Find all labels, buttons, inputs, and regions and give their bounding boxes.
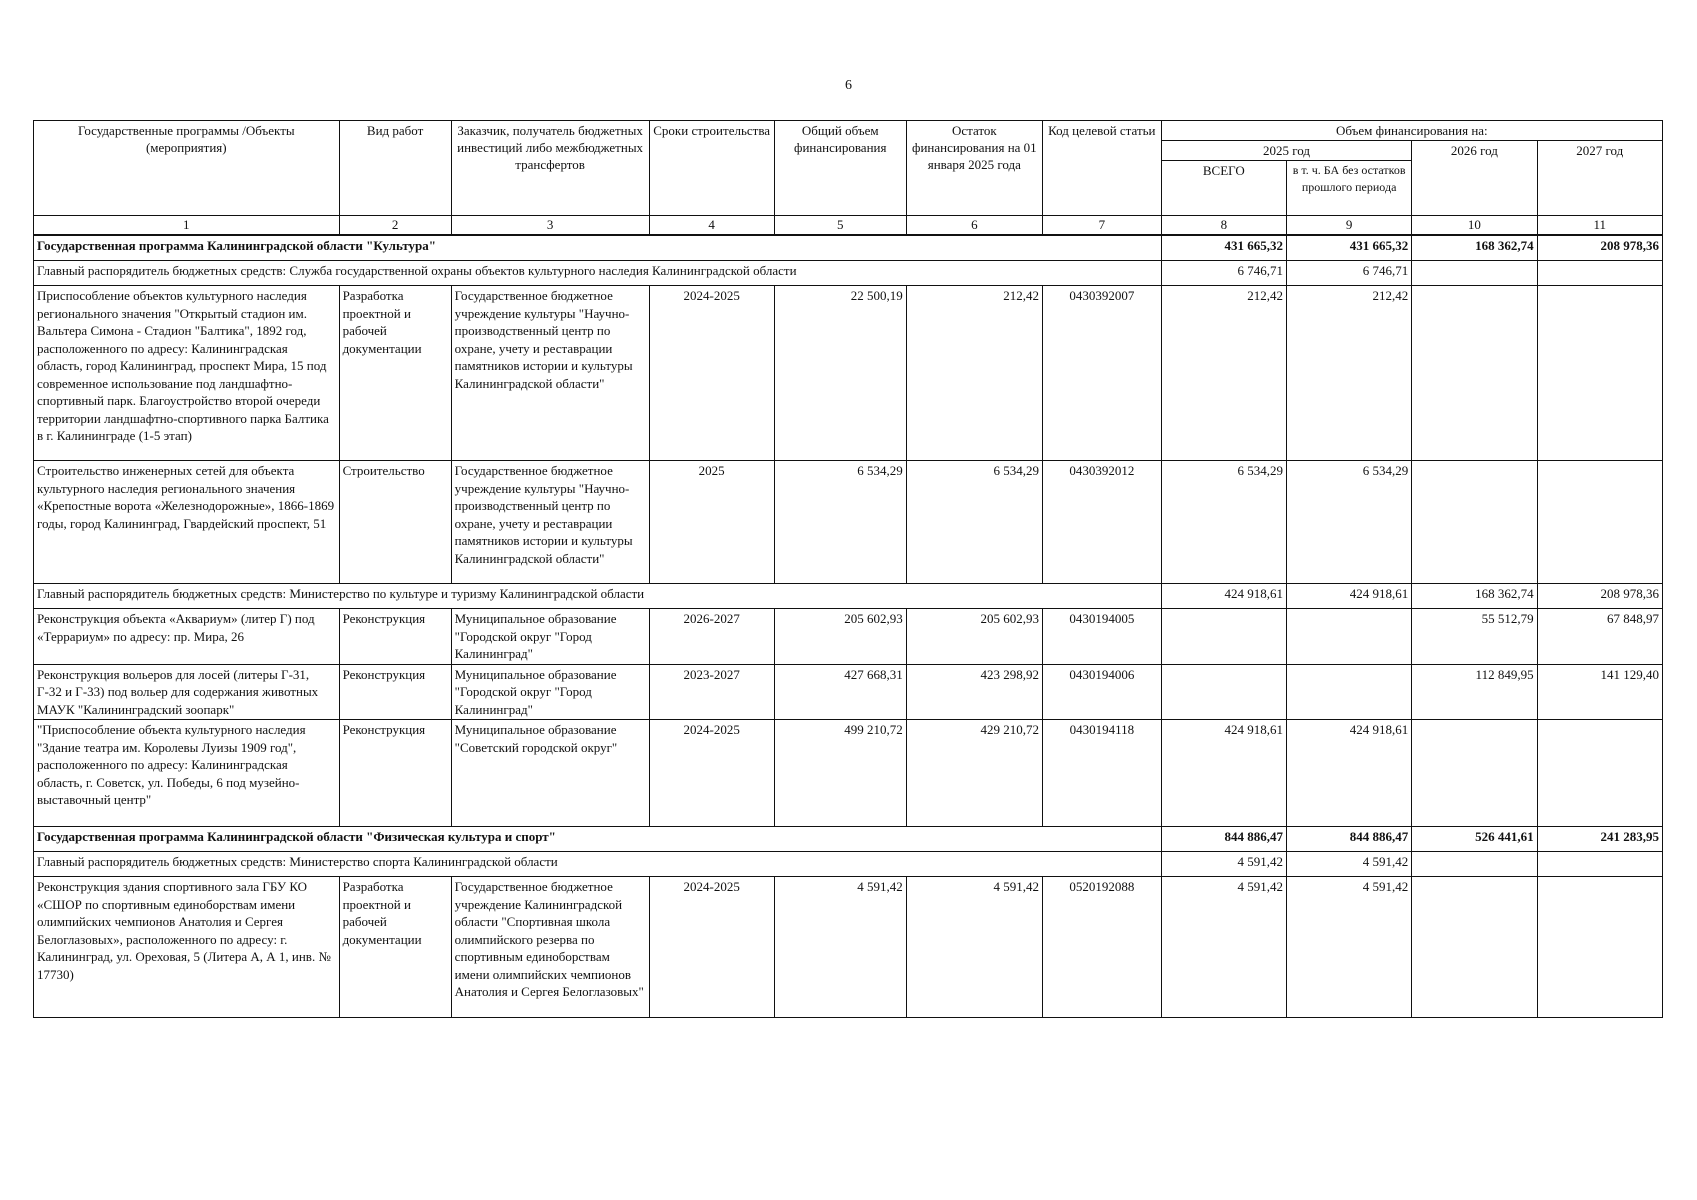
target-code: 0430194005 — [1042, 609, 1161, 665]
object-name: Строительство инженерных сетей для объекта культурного наследия регионального значения «Крепостные ворота «Железнодорожные», 1866-1869 годы, город Калининград, Гвардейский проспект, 51 — [34, 461, 340, 584]
value-2025-ba — [1286, 664, 1411, 720]
value-2025-ba: 844 886,47 — [1286, 827, 1411, 852]
value-2026 — [1412, 877, 1537, 1018]
col-number: 1 — [34, 216, 340, 236]
value-2025-ba: 431 665,32 — [1286, 235, 1411, 261]
investment-table — [33, 120, 1663, 1018]
value-2026: 55 512,79 — [1412, 609, 1537, 665]
customer: Муниципальное образование "Городской округ "Город Калининград" — [451, 609, 649, 665]
col-number: 11 — [1537, 216, 1662, 236]
period: 2023-2027 — [649, 664, 774, 720]
header-remaining: Остаток финансирования на 01 января 2025 года — [906, 121, 1042, 216]
customer: Муниципальное образование "Городской округ "Город Калининград" — [451, 664, 649, 720]
header-funding: Объем финансирования на: — [1161, 121, 1662, 141]
customer: Государственное бюджетное учреждение культуры "Научно-производственный центр по охране, учету и реставрации памятников истории и культуры Калининградской области" — [451, 286, 649, 461]
value-2025-total: 431 665,32 — [1161, 235, 1286, 261]
remaining-financing: 4 591,42 — [906, 877, 1042, 1018]
value-2025-ba — [1286, 609, 1411, 665]
value-2025-total: 6 534,29 — [1161, 461, 1286, 584]
administrator-title: Главный распорядитель бюджетных средств: Служба государственной охраны объектов культурного наследия Калининградской области — [34, 261, 1162, 286]
administrator-row — [34, 852, 1663, 877]
value-2025-total: 424 918,61 — [1161, 720, 1286, 827]
object-row — [34, 609, 1663, 665]
total-financing: 499 210,72 — [774, 720, 906, 827]
value-2027 — [1537, 877, 1662, 1018]
target-code: 0430194118 — [1042, 720, 1161, 827]
administrator-title: Главный распорядитель бюджетных средств: Министерство спорта Калининградской области — [34, 852, 1162, 877]
customer: Государственное бюджетное учреждение Калининградской области "Спортивная школа олимпийского резерва по спортивным единоборствам имени олимпийских чемпионов Анатолия и Сергея Белоглазовых" — [451, 877, 649, 1018]
value-2027: 241 283,95 — [1537, 827, 1662, 852]
value-2026 — [1412, 461, 1537, 584]
value-2027: 67 848,97 — [1537, 609, 1662, 665]
total-financing: 22 500,19 — [774, 286, 906, 461]
value-2025-total — [1161, 609, 1286, 665]
header-2025: 2025 год — [1161, 141, 1412, 161]
value-2026: 168 362,74 — [1412, 584, 1537, 609]
value-2025-total: 4 591,42 — [1161, 877, 1286, 1018]
object-name: Реконструкция вольеров для лосей (литеры Г-31, Г-32 и Г-33) под вольер для содержания животных МАУК "Калининградский зоопарк" — [34, 664, 340, 720]
value-2025-ba: 424 918,61 — [1286, 584, 1411, 609]
header-customer: Заказчик, получатель бюджетных инвестиций либо межбюджетных трансфертов — [451, 121, 649, 216]
value-2025-total: 212,42 — [1161, 286, 1286, 461]
value-2026 — [1412, 852, 1537, 877]
value-2025-total — [1161, 664, 1286, 720]
col-number: 6 — [906, 216, 1042, 236]
target-code: 0430392012 — [1042, 461, 1161, 584]
customer: Государственное бюджетное учреждение культуры "Научно-производственный центр по охране, учету и реставрации памятников истории и культуры Калининградской области" — [451, 461, 649, 584]
target-code: 0430194006 — [1042, 664, 1161, 720]
remaining-financing: 429 210,72 — [906, 720, 1042, 827]
value-2025-total: 424 918,61 — [1161, 584, 1286, 609]
object-name: Приспособление объектов культурного наследия регионального значения "Открытый стадион им. Вальтера Симона - Стадион "Балтика", 1892 год, расположенного по адресу: Калининградская область, город Калининград, проспект Мира, 15 под современное использование под ландшафтно-спортивный парк. Благоустройство второй очереди территории ландшафтно-спортивного парка Балтика в г. Калининграде (1-5 этап) — [34, 286, 340, 461]
header-incl-ba: в т. ч. БА без остатков прошлого периода — [1286, 161, 1411, 216]
value-2027: 208 978,36 — [1537, 235, 1662, 261]
work-type: Реконструкция — [339, 720, 451, 827]
value-2025-ba: 6 534,29 — [1286, 461, 1411, 584]
target-code: 0430392007 — [1042, 286, 1161, 461]
header-work-type: Вид работ — [339, 121, 451, 216]
value-2027 — [1537, 286, 1662, 461]
target-code: 0520192088 — [1042, 877, 1161, 1018]
value-2027 — [1537, 852, 1662, 877]
header-2027: 2027 год — [1537, 141, 1662, 216]
col-number: 8 — [1161, 216, 1286, 236]
remaining-financing: 423 298,92 — [906, 664, 1042, 720]
period: 2024-2025 — [649, 877, 774, 1018]
customer: Муниципальное образование "Советский городской округ" — [451, 720, 649, 827]
total-financing: 205 602,93 — [774, 609, 906, 665]
work-type: Реконструкция — [339, 664, 451, 720]
object-name: "Приспособление объекта культурного наследия "Здание театра им. Королевы Луизы 1909 год", расположенного по адресу: Калининградская область, г. Советск, ул. Победы, 6 под музейно-выставочный центр" — [34, 720, 340, 827]
page-number: 6 — [845, 78, 852, 93]
col-number: 3 — [451, 216, 649, 236]
object-name: Реконструкция объекта «Аквариум» (литер Г) под «Террариум» по адресу: пр. Мира, 26 — [34, 609, 340, 665]
value-2027: 208 978,36 — [1537, 584, 1662, 609]
object-row — [34, 877, 1663, 1018]
work-type: Разработка проектной и рабочей документации — [339, 286, 451, 461]
col-number: 7 — [1042, 216, 1161, 236]
administrator-row — [34, 261, 1663, 286]
value-2025-total: 6 746,71 — [1161, 261, 1286, 286]
period: 2026-2027 — [649, 609, 774, 665]
object-row — [34, 720, 1663, 827]
remaining-financing: 205 602,93 — [906, 609, 1042, 665]
object-row — [34, 286, 1663, 461]
col-number: 5 — [774, 216, 906, 236]
work-type: Строительство — [339, 461, 451, 584]
value-2027: 141 129,40 — [1537, 664, 1662, 720]
period: 2024-2025 — [649, 720, 774, 827]
header-total: ВСЕГО — [1161, 161, 1286, 216]
value-2025-total: 844 886,47 — [1161, 827, 1286, 852]
value-2027 — [1537, 261, 1662, 286]
header-code: Код целевой статьи — [1042, 121, 1161, 216]
value-2026 — [1412, 286, 1537, 461]
header-programs: Государственные программы /Объекты (мероприятия) — [34, 121, 340, 216]
period: 2024-2025 — [649, 286, 774, 461]
object-row — [34, 461, 1663, 584]
value-2027 — [1537, 461, 1662, 584]
value-2025-total: 4 591,42 — [1161, 852, 1286, 877]
value-2027 — [1537, 720, 1662, 827]
program-row — [34, 827, 1663, 852]
value-2026 — [1412, 720, 1537, 827]
value-2026: 526 441,61 — [1412, 827, 1537, 852]
administrator-title: Главный распорядитель бюджетных средств: Министерство по культуре и туризму Калининградской области — [34, 584, 1162, 609]
total-financing: 427 668,31 — [774, 664, 906, 720]
work-type: Реконструкция — [339, 609, 451, 665]
total-financing: 4 591,42 — [774, 877, 906, 1018]
value-2026 — [1412, 261, 1537, 286]
program-title: Государственная программа Калининградской области "Физическая культура и спорт" — [34, 827, 1162, 852]
total-financing: 6 534,29 — [774, 461, 906, 584]
object-name: Реконструкция здания спортивного зала ГБУ КО «СШОР по спортивным единоборствам имени олимпийских чемпионов Анатолия и Сергея Белоглазовых», расположенного по адресу: г. Калининград, ул. Ореховая, 5 (Литера А, А 1, инв. № 17730) — [34, 877, 340, 1018]
header-2026: 2026 год — [1412, 141, 1537, 216]
work-type: Разработка проектной и рабочей документации — [339, 877, 451, 1018]
remaining-financing: 212,42 — [906, 286, 1042, 461]
remaining-financing: 6 534,29 — [906, 461, 1042, 584]
value-2025-ba: 6 746,71 — [1286, 261, 1411, 286]
program-title: Государственная программа Калининградской области "Культура" — [34, 235, 1162, 261]
col-number: 4 — [649, 216, 774, 236]
value-2026: 168 362,74 — [1412, 235, 1537, 261]
header-total-financing: Общий объем финансирования — [774, 121, 906, 216]
column-number-row — [34, 216, 1663, 236]
header-period: Сроки строительства — [649, 121, 774, 216]
col-number: 9 — [1286, 216, 1411, 236]
value-2026: 112 849,95 — [1412, 664, 1537, 720]
col-number: 2 — [339, 216, 451, 236]
value-2025-ba: 212,42 — [1286, 286, 1411, 461]
value-2025-ba: 4 591,42 — [1286, 877, 1411, 1018]
value-2025-ba: 4 591,42 — [1286, 852, 1411, 877]
period: 2025 — [649, 461, 774, 584]
object-row — [34, 664, 1663, 720]
program-row — [34, 235, 1663, 261]
col-number: 10 — [1412, 216, 1537, 236]
administrator-row — [34, 584, 1663, 609]
value-2025-ba: 424 918,61 — [1286, 720, 1411, 827]
